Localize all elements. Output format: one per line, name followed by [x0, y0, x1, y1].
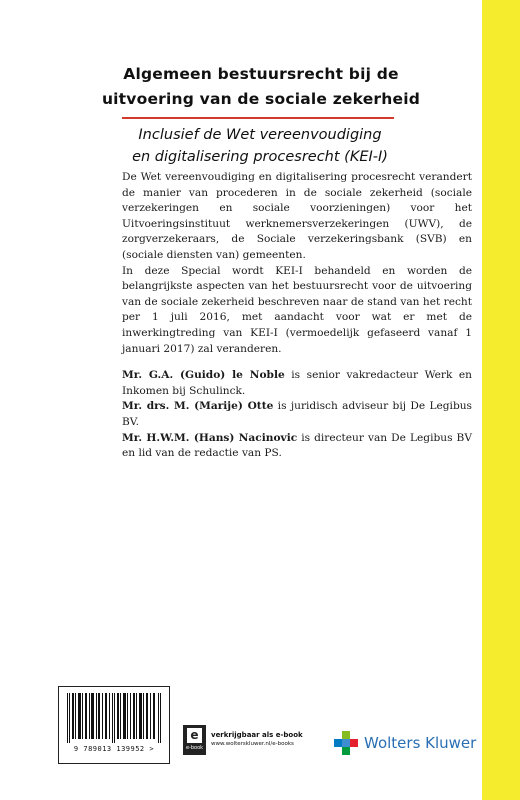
blurb [122, 170, 472, 462]
book-title [96, 62, 426, 112]
subtitle-line-2: en digitalisering procesrecht (KEI-I) [132, 149, 388, 165]
ebook-icon-letter: e [187, 728, 202, 743]
barcode-bars [65, 693, 163, 743]
title-line-2: uitvoering van de sociale zekerheid [101, 90, 421, 108]
isbn-number: 9 789013 139952 > [73, 745, 155, 753]
author-bio-1 [122, 368, 472, 399]
ebook-text: verkrijgbaar als e-book [211, 731, 303, 739]
isbn-barcode [58, 686, 170, 764]
blurb-paragraph-2: In deze Special wordt KEI-I behandeld en worden de belangrijkste aspecten van het bestuursrecht voor de uitvoering van de sociale zekerheid beschreven naar de stand van het recht per 1 juli 2016, met aandacht voor wat er met de inwerkingtreding van KEI-I (vermoedelijk gefaseerd vanaf 1 januari 2017) zal veranderen. [122, 264, 472, 355]
subtitle-line-1: Inclusief de Wet vereenvoudiging [138, 127, 382, 143]
author-name-1: Mr. G.A. (Guido) le Noble [122, 369, 285, 382]
author-desc-3: is directeur van De Legibus BV en lid van de redactie van PS. [122, 431, 472, 460]
title-divider [122, 117, 394, 119]
blurb-paragraph-1: De Wet vereenvoudiging en digitalisering procesrecht verandert de manier van procederen in de sociale zekerheid (sociale verzekeringen en sociale voorzieningen) voor het Uitvoeringsinstituut werknemersverzekeringen (UWV), de zorgverzekeraars, de Sociale verzekeringsbank (SVB) en (sociale diensten van) gemeenten. [122, 171, 472, 261]
publisher-name: Wolters Kluwer [364, 734, 477, 752]
yellow-spine-strip [482, 0, 520, 800]
author-desc-1: is senior vakredacteur Werk en Inkomen bij Schulinck. [122, 369, 473, 397]
author-bio-3 [122, 431, 472, 462]
title-line-1: Algemeen bestuursrecht bij de [123, 65, 399, 83]
ebook-icon-label: e-book [185, 745, 204, 751]
author-name-3: Mr. H.W.M. (Hans) Nacinovic [122, 431, 298, 444]
author-desc-2: is juridisch adviseur bij De Legibus BV. [122, 400, 472, 428]
author-name-2: Mr. drs. M. (Marije) Otte [122, 400, 274, 413]
ebook-icon [183, 725, 206, 755]
ebook-url: www.wolterskluwer.nl/e-books [211, 741, 294, 747]
wolters-kluwer-icon [334, 731, 358, 755]
book-subtitle [90, 124, 430, 168]
author-bio-2 [122, 399, 472, 430]
